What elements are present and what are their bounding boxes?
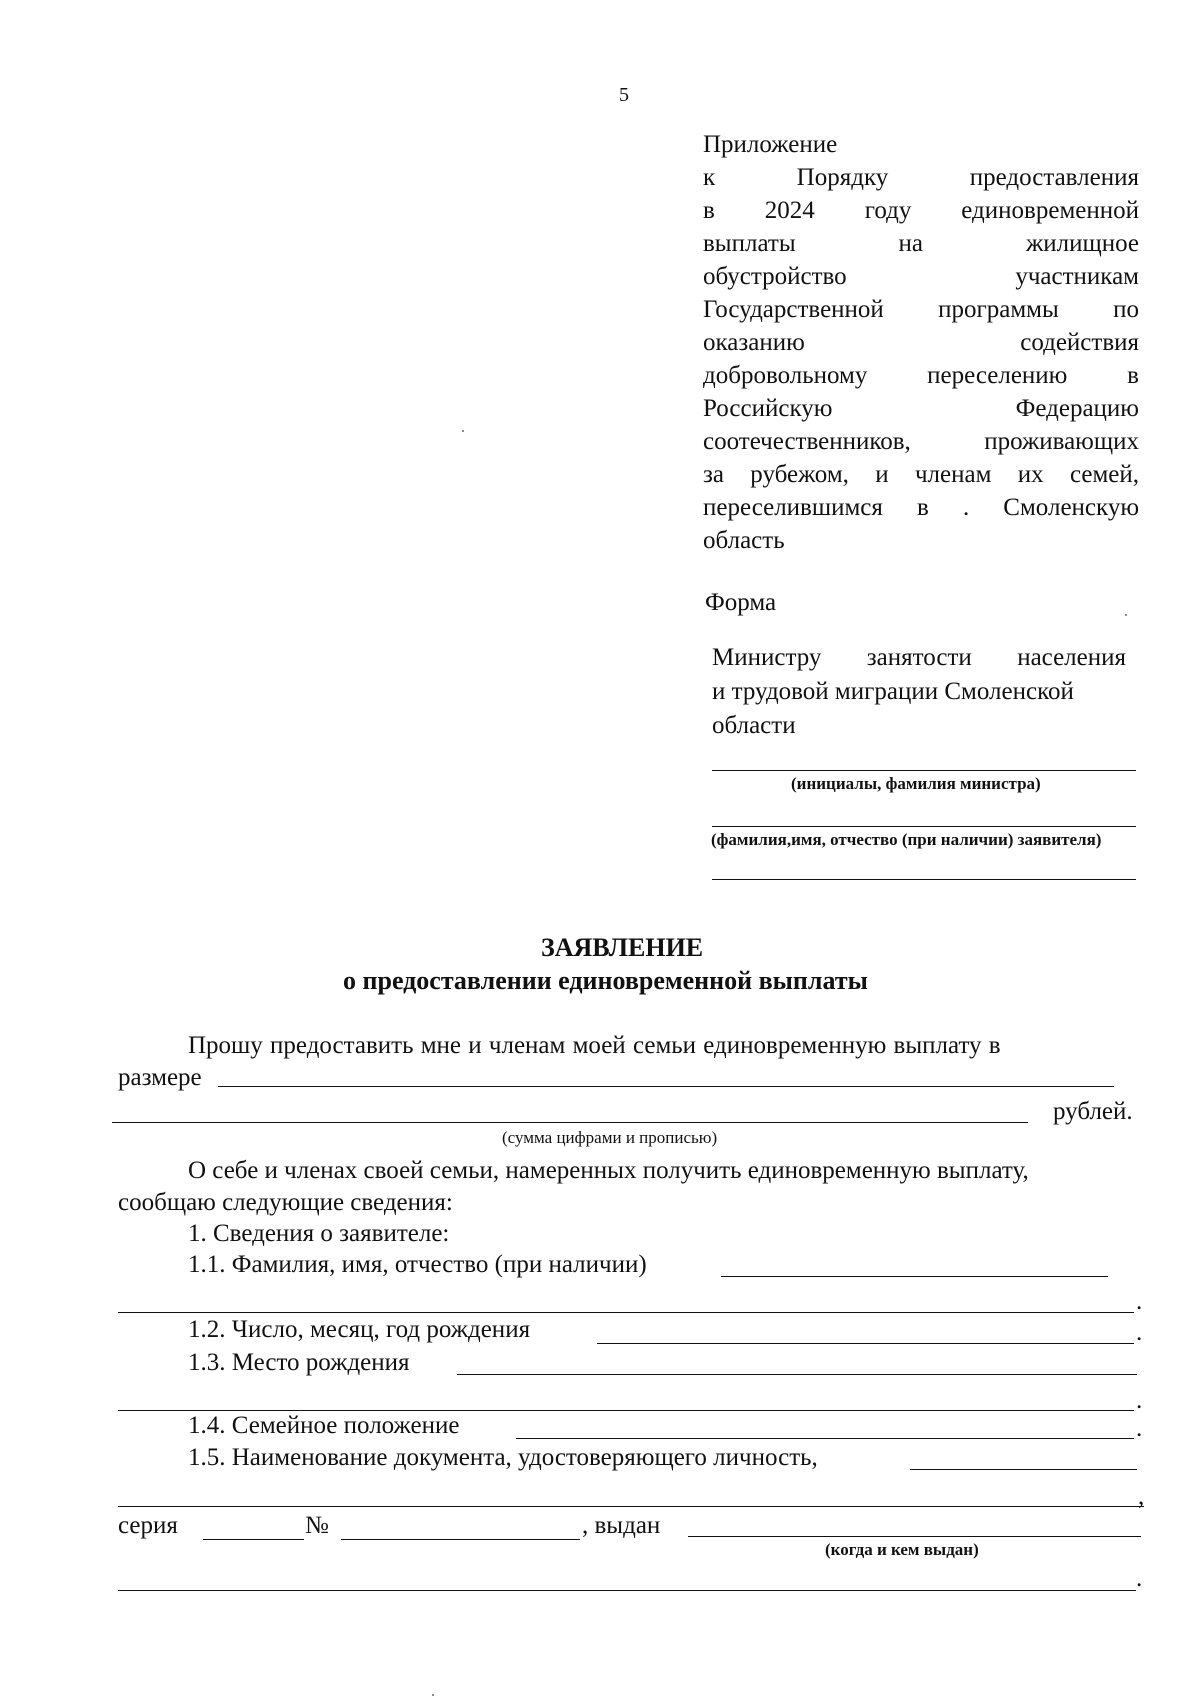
period-mark: .: [1136, 1565, 1143, 1592]
appendix-line: выплаты на жилищное: [703, 230, 1139, 257]
appendix-line: соотечественников, проживающих: [703, 428, 1139, 455]
item-identity-document-label: 1.5. Наименование документа, удостоверяющего личность,: [188, 1444, 818, 1471]
item-birth-place-label: 1.3. Место рождения: [188, 1349, 410, 1376]
addressee-line: и трудовой миграции Смоленской: [712, 678, 1074, 705]
birth-place-field[interactable]: [457, 1374, 1137, 1375]
comma-mark: ,: [1138, 1483, 1145, 1510]
number-label: №: [305, 1512, 329, 1539]
document-subtitle: о предоставлении единовременной выплаты: [343, 966, 868, 995]
issued-label: , выдан: [582, 1512, 661, 1539]
period-mark: .: [1136, 1319, 1143, 1346]
appendix-line: за рубежом, и членам их семей,: [703, 461, 1139, 488]
request-text: Прошу предоставить мне и членам моей семьи единовременную выплату в: [188, 1032, 1001, 1059]
about-text: О себе и членах своей семьи, намеренных получить единовременную выплату,: [188, 1157, 1029, 1184]
addressee-line: Министру занятости населения: [712, 644, 1126, 671]
appendix-line: в 2024 году единовременной: [703, 197, 1139, 224]
about-text-cont: сообщаю следующие сведения:: [118, 1189, 453, 1216]
period-mark: .: [1136, 1387, 1143, 1414]
scan-speck: [462, 430, 464, 432]
applicant-hint: (фамилия,имя, отчество (при наличии) заявителя): [711, 830, 1102, 849]
birth-date-field[interactable]: [597, 1343, 1134, 1344]
size-label: размере: [118, 1064, 202, 1091]
form-label: Форма: [705, 589, 777, 616]
appendix-line: добровольному переселению в: [703, 362, 1139, 389]
marital-status-field[interactable]: [516, 1438, 1134, 1439]
appendix-line: Российскую Федерацию: [703, 395, 1139, 422]
appendix-line: область: [703, 527, 785, 554]
section-applicant-title: 1. Сведения о заявителе:: [188, 1220, 450, 1247]
issued-hint: (когда и кем выдан): [825, 1540, 979, 1559]
document-title: ЗАЯВЛЕНИЕ: [541, 933, 704, 962]
appendix-line: обустройство участникам: [703, 263, 1139, 290]
appendix-line: Государственной программы по: [703, 296, 1139, 323]
identity-document-field-cont[interactable]: [118, 1506, 1144, 1507]
period-mark: .: [1136, 1415, 1143, 1442]
sum-field-line-2[interactable]: [112, 1122, 1028, 1123]
rubles-label: рублей.: [1053, 1098, 1133, 1125]
addressee-line: области: [712, 712, 796, 739]
full-name-field-cont[interactable]: [118, 1312, 1134, 1313]
appendix-line: к Порядку предоставления: [703, 164, 1139, 191]
item-full-name-label: 1.1. Фамилия, имя, отчество (при наличии): [188, 1251, 647, 1278]
scan-speck: [432, 1694, 434, 1696]
item-marital-status-label: 1.4. Семейное положение: [188, 1412, 460, 1439]
item-birth-date-label: 1.2. Число, месяц, год рождения: [188, 1316, 531, 1343]
appendix-line: переселившимся в . Смоленскую: [703, 494, 1139, 521]
minister-hint: (инициалы, фамилия министра): [791, 774, 1041, 793]
appendix-line: оказанию содействия: [703, 329, 1139, 356]
issued-field[interactable]: [688, 1536, 1141, 1537]
page-number: 5: [619, 84, 629, 106]
full-name-field[interactable]: [721, 1276, 1108, 1277]
number-field[interactable]: [341, 1539, 580, 1540]
minister-name-line[interactable]: [712, 770, 1136, 771]
sum-field-line-1[interactable]: [218, 1086, 1114, 1087]
issued-field-cont[interactable]: [118, 1590, 1136, 1591]
applicant-name-line[interactable]: [712, 826, 1136, 827]
series-label: серия: [118, 1512, 178, 1539]
period-mark: .: [1136, 1288, 1143, 1315]
applicant-extra-line[interactable]: [712, 879, 1136, 880]
sum-hint: (сумма цифрами и прописью): [502, 1128, 718, 1147]
series-field[interactable]: [203, 1539, 304, 1540]
identity-document-field[interactable]: [910, 1469, 1137, 1470]
scan-speck: [1125, 614, 1127, 616]
appendix-line: Приложение: [703, 131, 838, 158]
